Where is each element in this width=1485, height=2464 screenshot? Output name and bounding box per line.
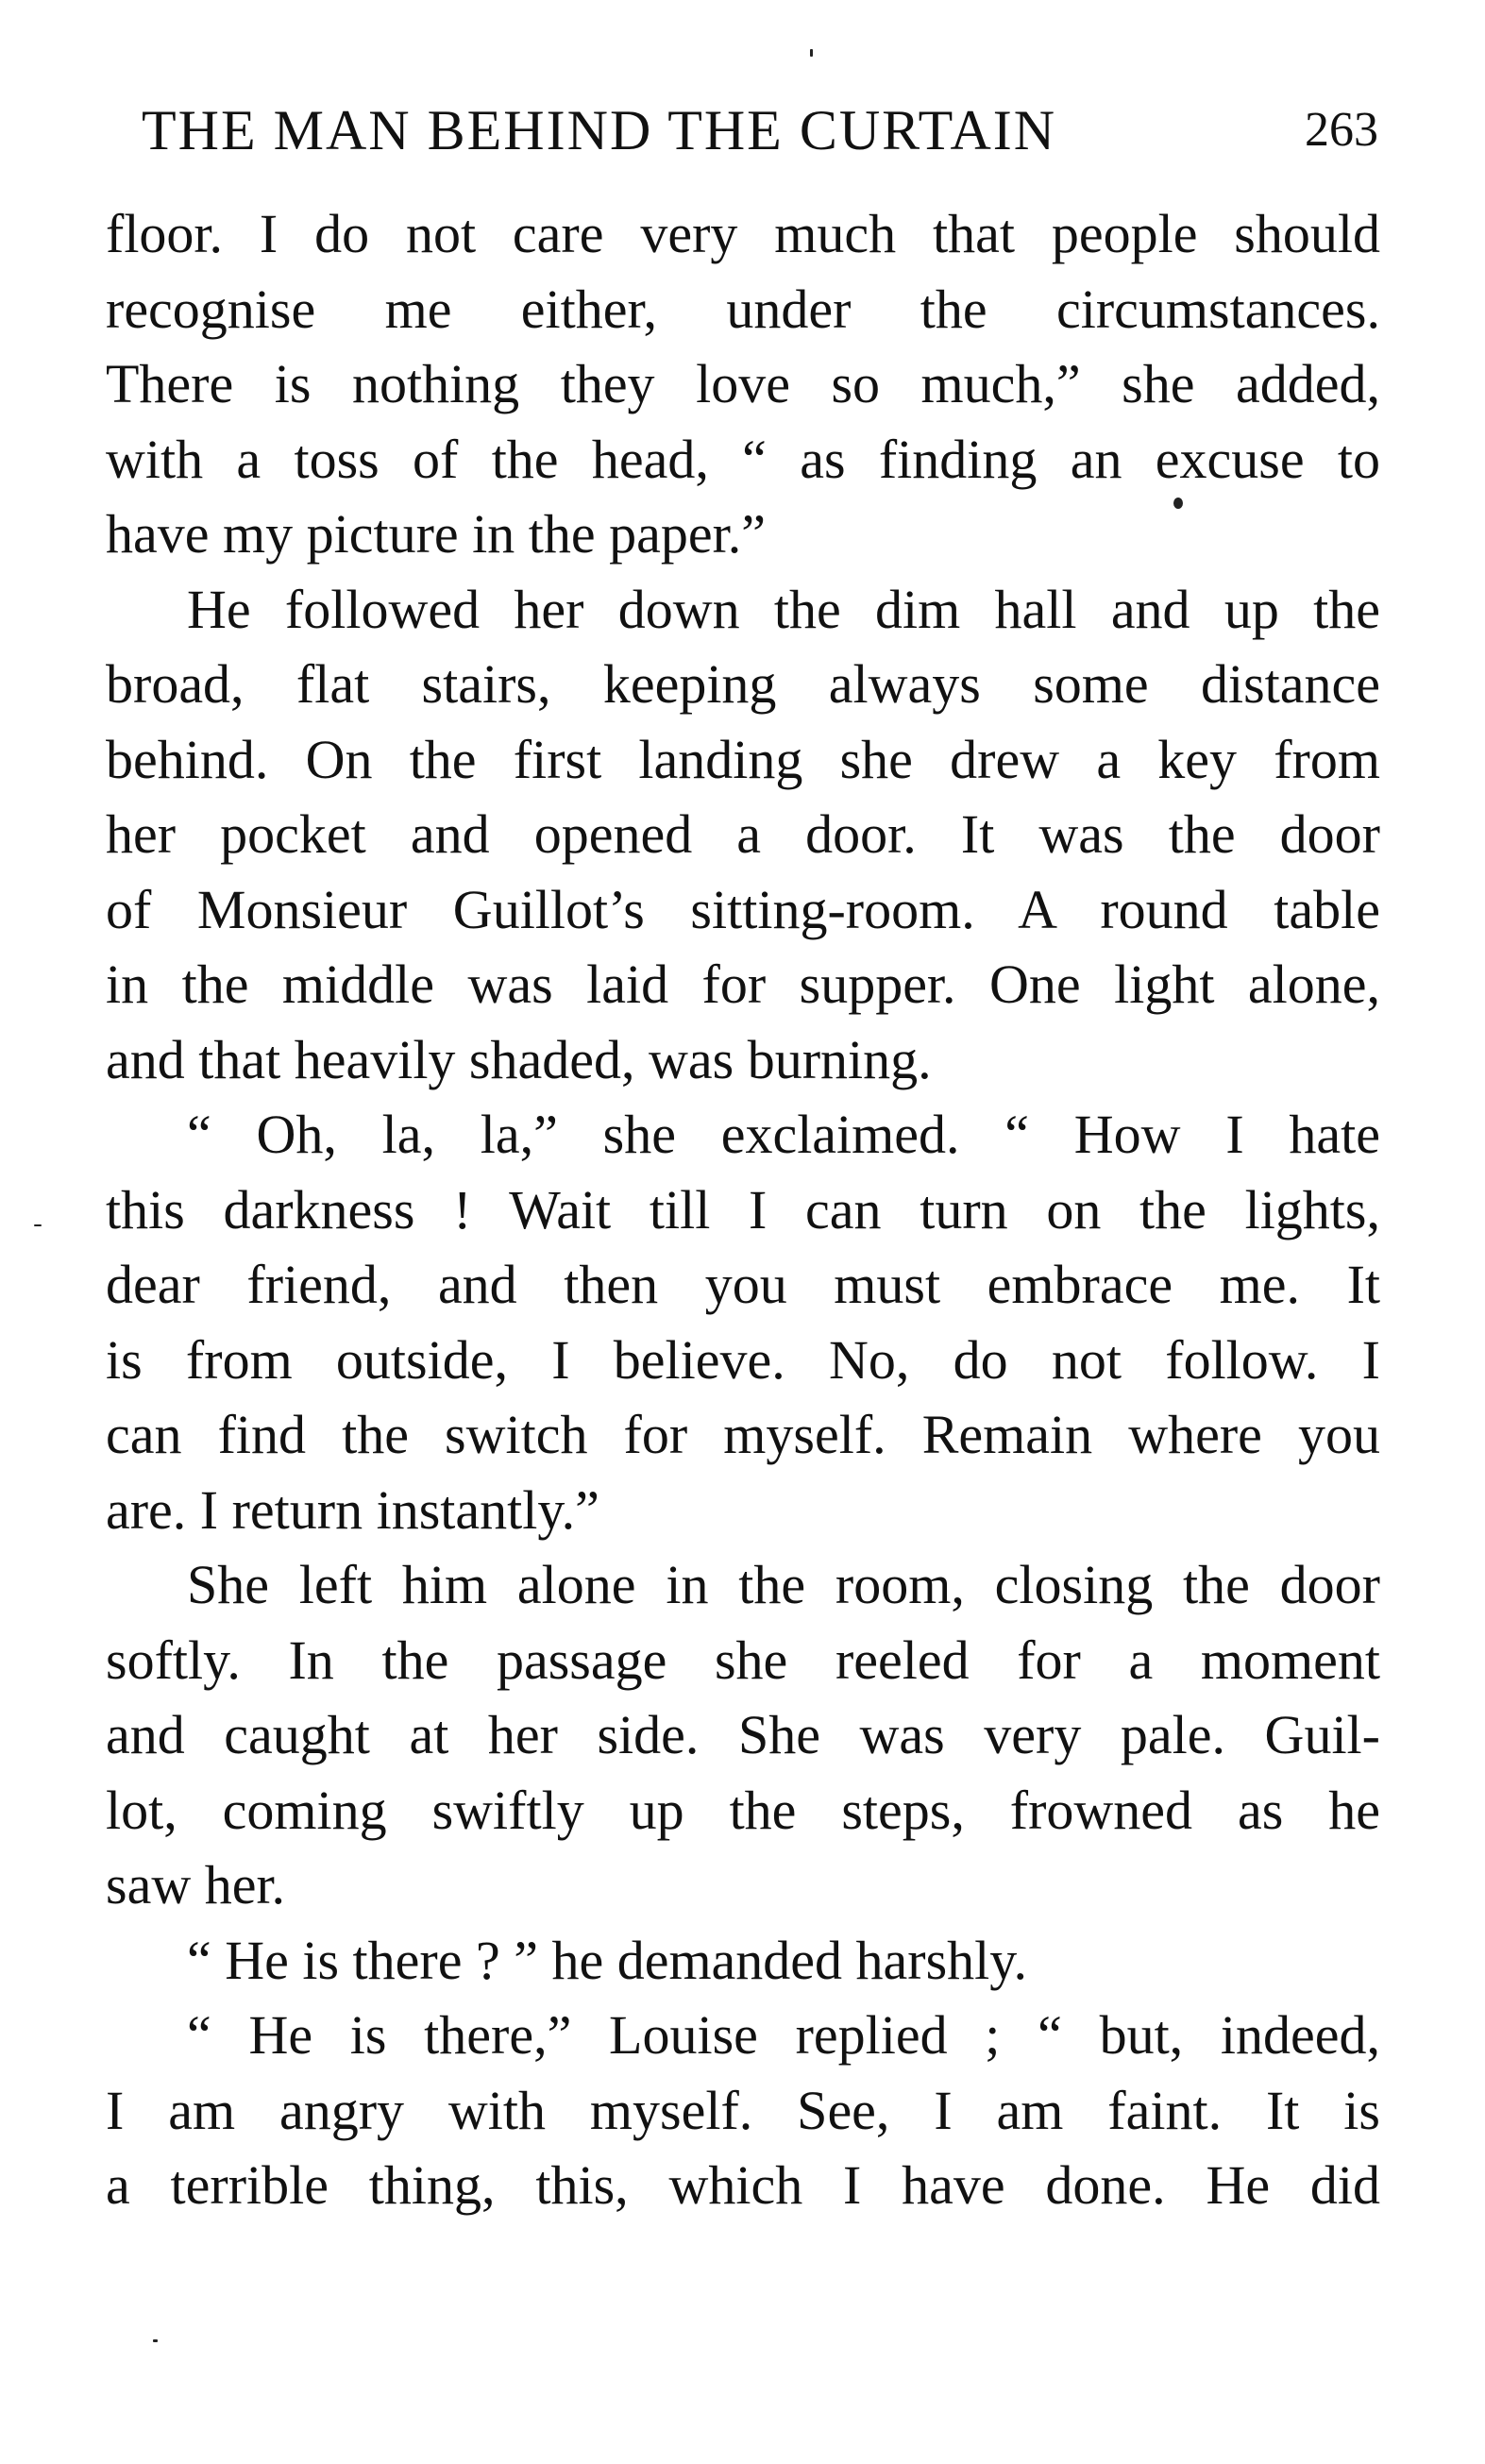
text-line: a terrible thing, this, which I have done. He did [106, 2154, 1380, 2216]
text-line: recognise me either, under the circumstances. [106, 278, 1380, 340]
text-line: her pocket and opened a door. It was the door [106, 803, 1380, 865]
text-line: is from outside, I believe. No, do not follow. I [106, 1328, 1380, 1391]
text-line: have my picture in the paper.” [106, 503, 766, 565]
text-line: and caught at her side. She was very pale. Guil- [106, 1704, 1380, 1765]
text-line: dear friend, and then you must embrace me. It [106, 1254, 1380, 1315]
text-line: saw her. [106, 1854, 286, 1916]
paragraph-5 [106, 1923, 1380, 1999]
text-line: softly. In the passage she reeled for a moment [106, 1629, 1380, 1691]
text-line: are. I return instantly.” [106, 1478, 599, 1541]
text-line: There is nothing they love so much,” she added, [106, 353, 1380, 414]
text-line: “ He is there ? ” he demanded harshly. [187, 1929, 1028, 1991]
scan-speck [153, 2339, 158, 2342]
text-line: floor. I do not care very much that people should [106, 203, 1380, 264]
body-text [106, 196, 1380, 2223]
paragraph-2 [106, 572, 1380, 1098]
text-line: of Monsieur Guillot’s sitting-room. A round table [106, 878, 1380, 940]
paragraph-6 [106, 1998, 1380, 2223]
text-line: She left him alone in the room, closing the door [187, 1554, 1380, 1615]
text-line: with a toss of the head, “ as finding an excuse to [106, 428, 1380, 490]
text-line: I am angry with myself. See, I am faint. It is [106, 2079, 1380, 2141]
text-line: He followed her down the dim hall and up the [187, 578, 1380, 640]
text-line: this darkness ! Wait till I can turn on the lights, [106, 1178, 1380, 1240]
text-line: can find the switch for myself. Remain where you [106, 1404, 1380, 1465]
text-line: behind. On the first landing she drew a key from [106, 728, 1380, 790]
running-title: THE MAN BEHIND THE CURTAIN [142, 99, 1057, 161]
paragraph-3 [106, 1097, 1380, 1547]
text-line: “ He is there,” Louise replied ; “ but, indeed, [187, 2004, 1380, 2066]
text-line: broad, flat stairs, keeping always some distance [106, 653, 1380, 715]
scan-speck [810, 49, 813, 57]
page-number: 263 [1305, 103, 1378, 157]
text-line: and that heavily shaded, was burning. [106, 1028, 932, 1090]
running-head [142, 93, 1378, 168]
text-line: “ Oh, la, la,” she exclaimed. “ How I hate [187, 1104, 1380, 1165]
text-line: in the middle was laid for supper. One light alone, [106, 954, 1380, 1015]
scan-speck [1173, 498, 1183, 509]
text-line: lot, coming swiftly up the steps, frowned as he [106, 1779, 1380, 1841]
paragraph-1 [106, 196, 1380, 572]
scan-speck [34, 1224, 42, 1226]
paragraph-4 [106, 1547, 1380, 1923]
